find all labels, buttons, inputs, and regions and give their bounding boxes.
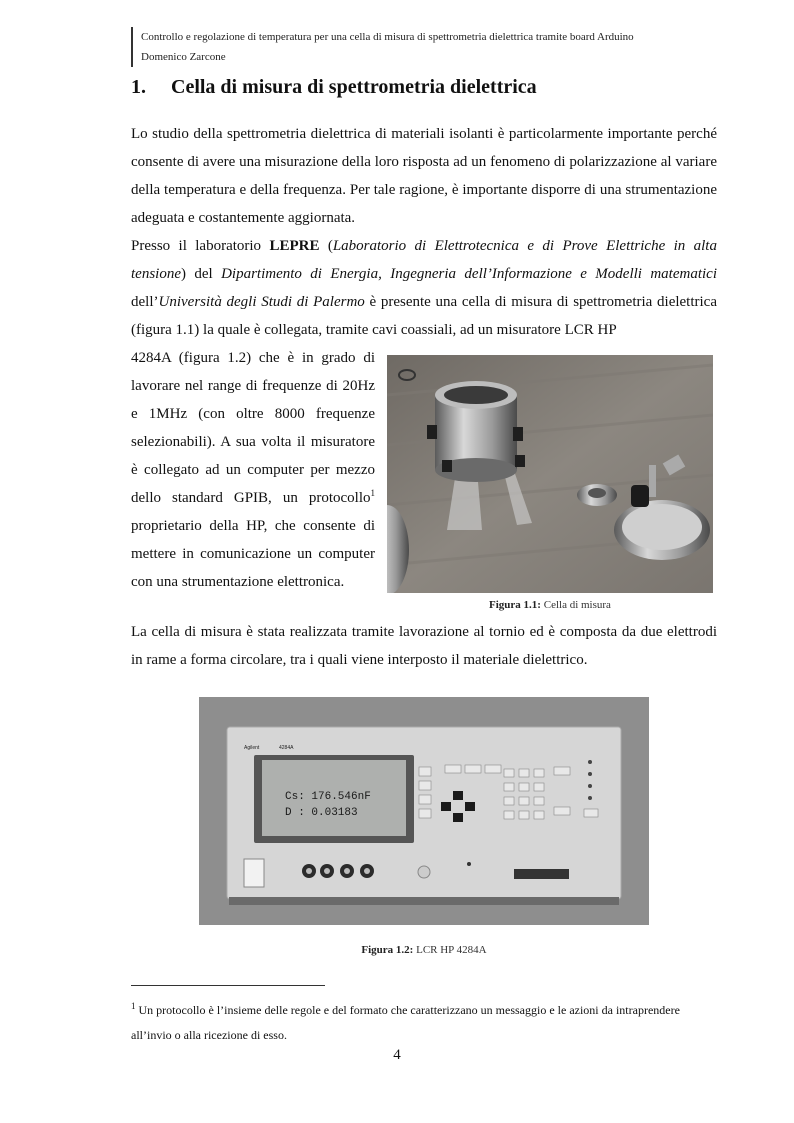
footnote [131,998,721,1048]
caption-label: Figura 1.2: [361,944,414,956]
caption-text: Cella di misura [540,599,611,611]
lab-name: Laboratorio di Elettrotecnica e di Prove Elettriche in alta tensione [131,238,717,282]
running-header [131,27,634,67]
paragraph-lab [131,232,717,344]
department-name: Dipartimento di Energia, Ingegneria dell’Informazione e Modelli matematici [221,266,717,282]
measurement-cell-photo [387,355,713,593]
footnote-divider [131,985,325,986]
section-number: 1. [131,76,146,98]
display-capacitance: Cs: 176.546nF [285,791,371,803]
footnote-ref: 1 [370,488,375,498]
paragraph-instrument [131,344,375,596]
caption-label: Figura 1.1: [489,599,541,611]
text-run: Presso il laboratorio [131,238,270,254]
lcr-meter-photo [199,697,649,925]
footnote-text: Un protocollo è l’insieme delle regole e del formato che caratterizzano un messaggio e le azioni da intraprendere all’invio o alla ricezione di esso. [131,1003,680,1042]
paragraph-intro: Lo studio della spettrometria dielettrica di materiali isolanti è particolarmente importante perché consente di avere una misurazione della loro risposta ad un fenomeno di polarizzazione al variare della temperatura e della frequenza. Per tale ragione, è importante disporre di una strumentazione adeguata e costantemente aggiornata. [131,126,717,226]
instrument-model: 4284A [279,745,294,751]
text-run: dell’ [131,294,159,310]
display-dissipation: D : 0.03183 [285,807,358,819]
section-title: Cella di misura di spettrometria dielettrica [171,76,537,98]
lab-acronym: LEPRE [269,238,320,254]
figure-caption [387,599,713,611]
footnote-marker: 1 [131,1001,136,1011]
header-author: Domenico Zarcone [141,51,226,63]
section-heading [131,76,537,99]
university-name: Università degli Studi di Palermo [158,294,365,310]
caption-text: LCR HP 4284A [413,944,487,956]
figure-caption [199,944,649,956]
text-run: proprietario della HP, che consente di mettere in comunicazione un computer con una strumentazione elettronica. [131,518,375,590]
text-run: è presente una cella di misura di spettrometria dielettrica (figura 1.1) la quale è collegata, tramite cavi coassiali, ad un misuratore LCR HP [131,294,717,338]
text-run: 4284A (figura 1.2) che è in grado di lavorare nel range di frequenze di 20Hz e 1MHz (con oltre 8000 frequenze selezionabili). A sua volta il misuratore è collegato ad un computer per mezzo dello standard GPIB, un protocollo [131,350,375,506]
page-number: 4 [393,1047,401,1063]
header-title: Controllo e regolazione di temperatura per una cella di misura di spettrometria dielettrica tramite board Arduino [141,31,634,43]
instrument-brand: Agilent [244,745,260,751]
paragraph-cell: La cella di misura è stata realizzata tramite lavorazione al tornio ed è composta da due elettrodi in rame a forma circolare, tra i quali viene interposto il materiale dielettrico. [131,624,717,668]
text-run: ) del [181,266,222,282]
text-run: ( [319,238,333,254]
